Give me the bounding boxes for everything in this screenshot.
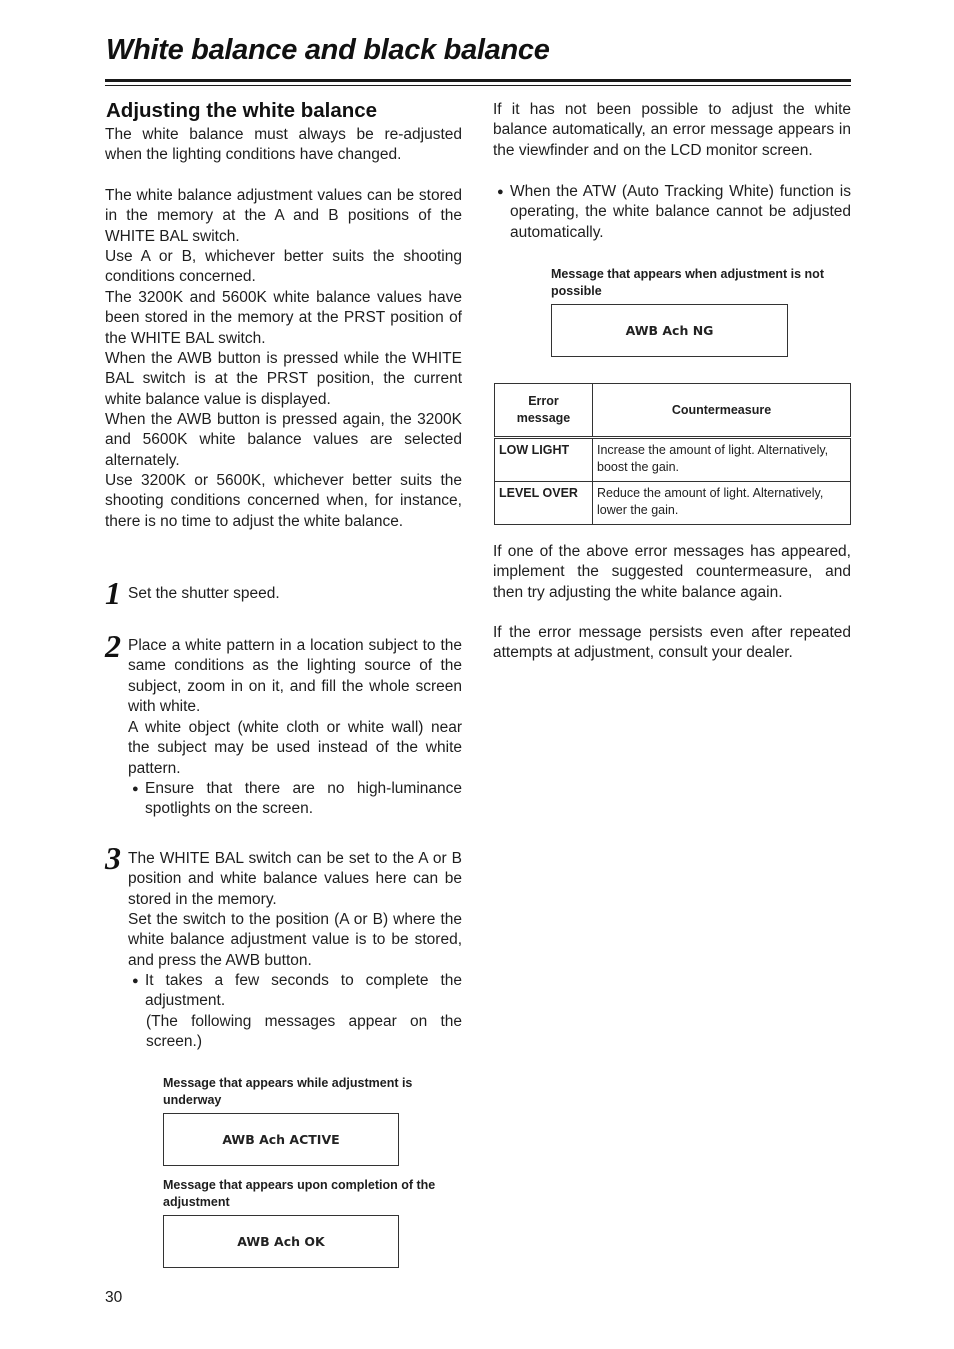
header-countermeasure: Countermeasure: [593, 384, 851, 438]
message-caption-active: Message that appears while adjustment is underway: [163, 1076, 413, 1107]
intro-paragraph-2: The white balance adjustment values can be stored in the memory at the A and B positions of the WHITE BAL switch.: [105, 187, 462, 245]
atw-bullet-text: When the ATW (Auto Tracking White) function is operating, the white balance cannot be adjusted automatically.: [510, 183, 851, 241]
table-row: [495, 438, 851, 482]
page-title: White balance and black balance: [106, 34, 550, 66]
title-rule-thick: [105, 79, 851, 82]
intro-paragraph-5: When the AWB button is pressed while the WHITE BAL switch is at the PRST position, the current white balance value is displayed.: [105, 350, 462, 408]
step-3-bullet: [132, 971, 462, 1012]
bullet-icon: ●: [497, 186, 504, 198]
step-3-number: 3: [105, 840, 121, 876]
step-1-number: 1: [105, 575, 121, 611]
error-code-cell: LEVEL OVER: [495, 482, 593, 525]
section-heading: Adjusting the white balance: [106, 99, 378, 122]
outro-paragraph-1: If one of the above error messages has appeared, implement the suggested countermeasure, and then try adjusting the white balance again.: [493, 543, 851, 601]
countermeasure-cell: Reduce the amount of light. Alternatively, lower the gain.: [593, 482, 851, 525]
step-2-number: 2: [105, 628, 121, 664]
message-box-ng: AWB Ach NG: [551, 304, 788, 357]
message-caption-ok: Message that appears upon completion of the adjustment: [163, 1178, 436, 1209]
step-3-bullet-note: (The following messages appear on the screen.): [146, 1013, 462, 1051]
error-table-header-row: [495, 384, 851, 438]
step-2-note: A white object (white cloth or white wall) near the subject may be used instead of the white pattern.: [128, 719, 462, 777]
intro-paragraph-4: The 3200K and 5600K white balance values have been stored in the memory at the PRST position of the WHITE BAL switch.: [105, 289, 462, 347]
intro-paragraph-3: Use A or B, whichever better suits the shooting conditions concerned.: [105, 248, 462, 286]
step-1-text: Set the shutter speed.: [128, 585, 280, 602]
message-box-ok: AWB Ach OK: [163, 1215, 399, 1268]
message-caption-ng: Message that appears when adjustment is not possible: [551, 267, 824, 298]
step-3-bullet-text: It takes a few seconds to complete the adjustment.: [145, 972, 462, 1010]
table-row: [495, 482, 851, 525]
bullet-icon: ●: [132, 975, 139, 987]
countermeasure-cell: Increase the amount of light. Alternatively, boost the gain.: [593, 438, 851, 482]
message-box-active: AWB Ach ACTIVE: [163, 1113, 399, 1166]
intro-paragraph-1: The white balance must always be re-adjusted when the lighting conditions have changed.: [105, 126, 462, 164]
step-2-bullet: [132, 779, 462, 820]
outro-paragraph-2: If the error message persists even after repeated attempts at adjustment, consult your dealer.: [493, 624, 851, 662]
step-3-text: The WHITE BAL switch can be set to the A or B position and white balance values here can be stored in the memory.: [128, 850, 462, 908]
step-2-text: Place a white pattern in a location subject to the same conditions as the lighting source of the subject, zoom in on it, and fill the whole screen with white.: [128, 637, 462, 716]
step-2-bullet-text: Ensure that there are no high-luminance spotlights on the screen.: [145, 780, 462, 818]
page-number: 30: [105, 1289, 123, 1306]
bullet-icon: ●: [132, 783, 139, 795]
header-error-message: Error message: [495, 384, 593, 438]
error-intro-paragraph: If it has not been possible to adjust the white balance automatically, an error message appears in the viewfinder and on the LCD monitor screen.: [493, 101, 851, 159]
intro-paragraph-6: When the AWB button is pressed again, the 3200K and 5600K white balance values are selected alternately.: [105, 411, 462, 469]
title-rule-thin: [105, 85, 851, 86]
atw-bullet: [497, 182, 851, 243]
step-3-instruction: Set the switch to the position (A or B) where the white balance adjustment value is to be stored, and press the AWB button.: [128, 911, 462, 969]
intro-paragraph-7: Use 3200K or 5600K, whichever better suits the shooting conditions concerned when, for instance, there is no time to adjust the white balance.: [105, 472, 462, 530]
error-table: [494, 383, 851, 525]
error-code-cell: LOW LIGHT: [495, 438, 593, 482]
